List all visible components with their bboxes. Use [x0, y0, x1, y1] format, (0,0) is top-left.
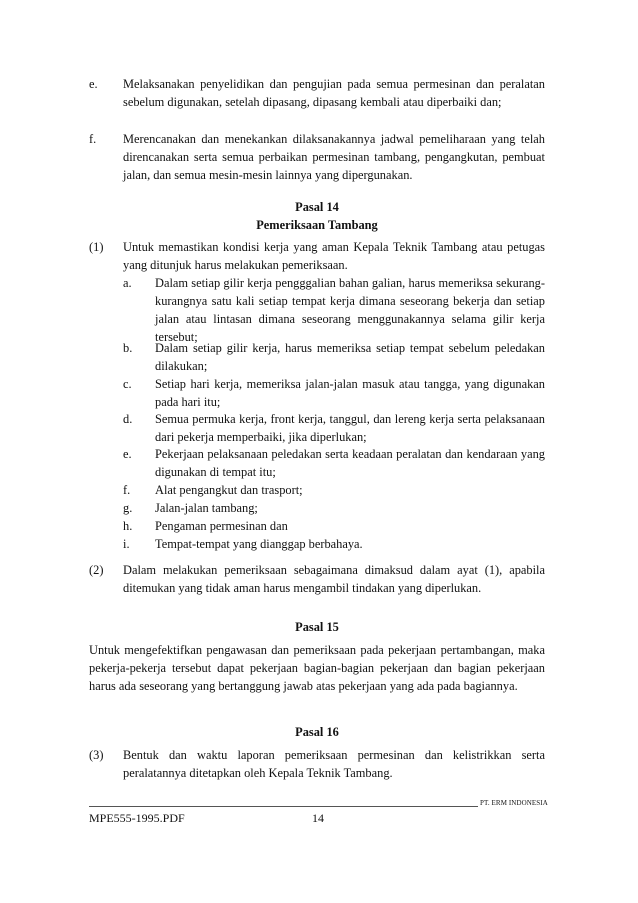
sub-item-text: Tempat-tempat yang dianggap berbahaya.: [155, 537, 363, 551]
ayat-label: (2): [89, 563, 104, 577]
footer-page-number: 14: [312, 811, 324, 825]
pasal-14-subheading: Pemeriksaan Tambang: [256, 218, 378, 232]
sub-item-text: Alat pengangkut dan trasport;: [155, 483, 303, 497]
item-text: Merencanakan dan menekankan dilaksanakannya jadwal pemeliharaan yang telah direncanakan serta semua perbaikan permesinan tambang, pengangkutan, pembuat jalan, dan semua mesin-mesin lainnya yang dipergunakan.: [123, 132, 545, 182]
pasal-15-paragraph: Untuk mengefektifkan pengawasan dan pemeriksaan pada pekerjaan pertambangan, maka pekerja-pekerja tersebut dapat pekerjaan bagian-bagian pekerjaan dan bagian pekerjaan harus ada seseorang yang bertanggung jawab atas pekerjaan yang ada pada bagiannya.: [89, 643, 545, 693]
ayat-label: (3): [89, 748, 104, 762]
sub-item-label: e.: [123, 447, 132, 461]
footer-company: PT. ERM INDONESIA: [480, 799, 548, 807]
sub-item-text: Pengaman permesinan dan: [155, 519, 288, 533]
pasal-14-heading: Pasal 14: [295, 200, 339, 214]
ayat-label: (1): [89, 240, 104, 254]
sub-item-label: b.: [123, 341, 133, 355]
sub-item-label: a.: [123, 276, 132, 290]
sub-item-text: Pekerjaan pelaksanaan peledakan serta keadaan peralatan dan kendaraan yang digunakan di tempat itu;: [155, 447, 545, 479]
footer-filename: MPE555-1995.PDF: [89, 811, 185, 825]
sub-item-text: Dalam setiap gilir kerja, harus memeriksa setiap tempat sebelum peledakan dilakukan;: [155, 341, 545, 373]
sub-item-label: d.: [123, 412, 133, 426]
sub-item-text: Dalam setiap gilir kerja pengggalian bahan galian, harus memeriksa sekurang-kurangnya satu kali setiap tempat kerja dimana seseorang bekerja dan setiap jalan atau lintasan dimana seseorang menggunakannya selama gilir kerja tersebut;: [155, 276, 545, 344]
ayat-text: Untuk memastikan kondisi kerja yang aman Kepala Teknik Tambang atau petugas yang ditunjuk harus melakukan pemeriksaan.: [123, 240, 545, 272]
item-text: Melaksanakan penyelidikan dan pengujian pada semua permesinan dan peralatan sebelum digunakan, setelah dipasang, dipasang kembali atau diperbaiki dan;: [123, 77, 545, 109]
ayat-text: Bentuk dan waktu laporan pemeriksaan permesinan dan kelistrikkan serta peralatannya ditetapkan oleh Kepala Teknik Tambang.: [123, 748, 545, 780]
sub-item-label: i.: [123, 537, 130, 551]
item-label: f.: [89, 132, 97, 146]
sub-item-text: Semua permuka kerja, front kerja, tanggul, dan lereng kerja serta pelaksanaan dari pekerja memperbaiki, jika diperlukan;: [155, 412, 545, 444]
pasal-15-heading: Pasal 15: [295, 620, 339, 634]
sub-item-text: Jalan-jalan tambang;: [155, 501, 258, 515]
footer-rule: [89, 806, 478, 807]
ayat-text: Dalam melakukan pemeriksaan sebagaimana dimaksud dalam ayat (1), apabila ditemukan yang tidak aman harus mengambil tindakan yang diperlukan.: [123, 563, 545, 595]
item-label: e.: [89, 77, 98, 91]
sub-item-label: g.: [123, 501, 133, 515]
sub-item-label: h.: [123, 519, 133, 533]
pasal-16-heading: Pasal 16: [295, 725, 339, 739]
sub-item-text: Setiap hari kerja, memeriksa jalan-jalan masuk atau tangga, yang digunakan pada hari itu;: [155, 377, 545, 409]
sub-item-label: f.: [123, 483, 131, 497]
sub-item-label: c.: [123, 377, 132, 391]
